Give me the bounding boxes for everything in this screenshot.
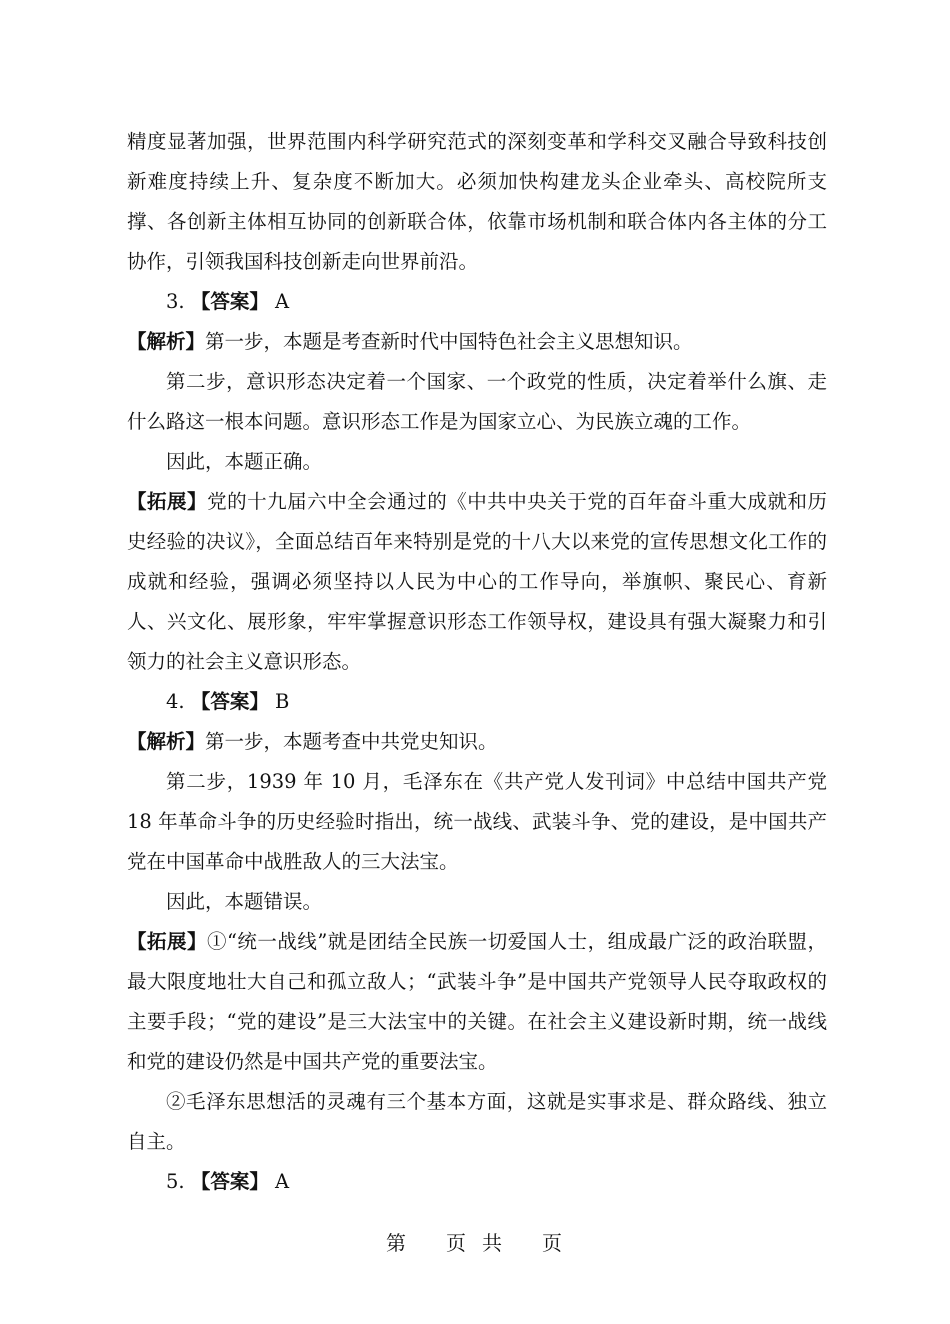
paragraph-text: A [268, 290, 290, 313]
paragraph-text: 第一步，本题是考查新时代中国特色社会主义思想知识。 [205, 330, 693, 353]
paragraph-p6 [127, 482, 827, 682]
paragraph-p11 [127, 922, 827, 1082]
footer-page-label: 第 [386, 1231, 408, 1255]
footer-page-suffix: 页 [446, 1231, 468, 1255]
paragraph-text: 党的十九届六中全会通过的《中共中央关于党的百年奋斗重大成就和历史经验的决议》，全面总结百年来特别是党的十八大以来党的宣传思想文化工作的成就和经验，强调必须坚持以人民为中心的工作导向，举旗帜、聚民心、育新人、兴文化、展形象，牢牢掌握意识形态工作领导权，建设具有强大凝聚力和引领力的社会主义意识形态。 [127, 490, 827, 673]
footer-total-label: 共 [482, 1231, 504, 1255]
paragraph-text: ①“统一战线”就是团结全民族一切爱国人士，组成最广泛的政治联盟，最大限度地壮大自己和孤立敌人；“武装斗争”是中国共产党领导人民夺取政权的主要手段；“党的建设”是三大法宝中的关键。在社会主义建设新时期，统一战线和党的建设仍然是中国共产党的重要法宝。 [127, 930, 827, 1073]
section-heading-label: 【拓展】 [127, 490, 208, 513]
paragraph-p5 [127, 442, 827, 482]
paragraph-p1 [127, 122, 827, 282]
paragraph-p13 [127, 1162, 827, 1202]
paragraph-text: 3. [166, 290, 191, 313]
paragraph-text: 因此，本题正确。 [166, 450, 323, 473]
paragraph-p12 [127, 1082, 827, 1162]
paragraph-text: 第二步，意识形态决定着一个国家、一个政党的性质，决定着举什么旗、走什么路这一根本问题。意识形态工作是为国家立心、为民族立魂的工作。 [127, 370, 827, 433]
section-heading-label: 【答案】 [190, 690, 269, 713]
page-footer [0, 1228, 950, 1258]
section-heading-label: 【解析】 [127, 330, 206, 353]
section-heading-label: 【答案】 [190, 1170, 269, 1193]
paragraph-p3 [127, 322, 827, 362]
paragraph-p2 [127, 282, 827, 322]
paragraph-text: 第二步，1939 年 10 月，毛泽东在《共产党人发刊词》中总结中国共产党 18 年革命斗争的历史经验时指出，统一战线、武装斗争、党的建设，是中国共产党在中国革命中战胜敌人的三大法宝。 [127, 770, 827, 873]
paragraph-text: B [268, 690, 290, 713]
section-heading-label: 【解析】 [127, 730, 206, 753]
paragraph-text: A [268, 1170, 290, 1193]
paragraph-text: 4. [166, 690, 191, 713]
paragraph-p8 [127, 722, 827, 762]
paragraph-text: ②毛泽东思想活的灵魂有三个基本方面，这就是实事求是、群众路线、独立自主。 [127, 1090, 827, 1153]
paragraph-p9 [127, 762, 827, 882]
footer-total-suffix: 页 [542, 1231, 564, 1255]
document-body [127, 122, 827, 1202]
paragraph-text: 5. [166, 1170, 191, 1193]
paragraph-p4 [127, 362, 827, 442]
paragraph-text: 第一步，本题考查中共党史知识。 [205, 730, 498, 753]
paragraph-text: 因此，本题错误。 [166, 890, 323, 913]
paragraph-p7 [127, 682, 827, 722]
paragraph-p10 [127, 882, 827, 922]
section-heading-label: 【答案】 [190, 290, 269, 313]
paragraph-text: 精度显著加强，世界范围内科学研究范式的深刻变革和学科交叉融合导致科技创新难度持续上升、复杂度不断加大。必须加快构建龙头企业牵头、高校院所支撑、各创新主体相互协同的创新联合体，依靠市场机制和联合体内各主体的分工协作，引领我国科技创新走向世界前沿。 [127, 130, 827, 273]
section-heading-label: 【拓展】 [127, 930, 207, 953]
